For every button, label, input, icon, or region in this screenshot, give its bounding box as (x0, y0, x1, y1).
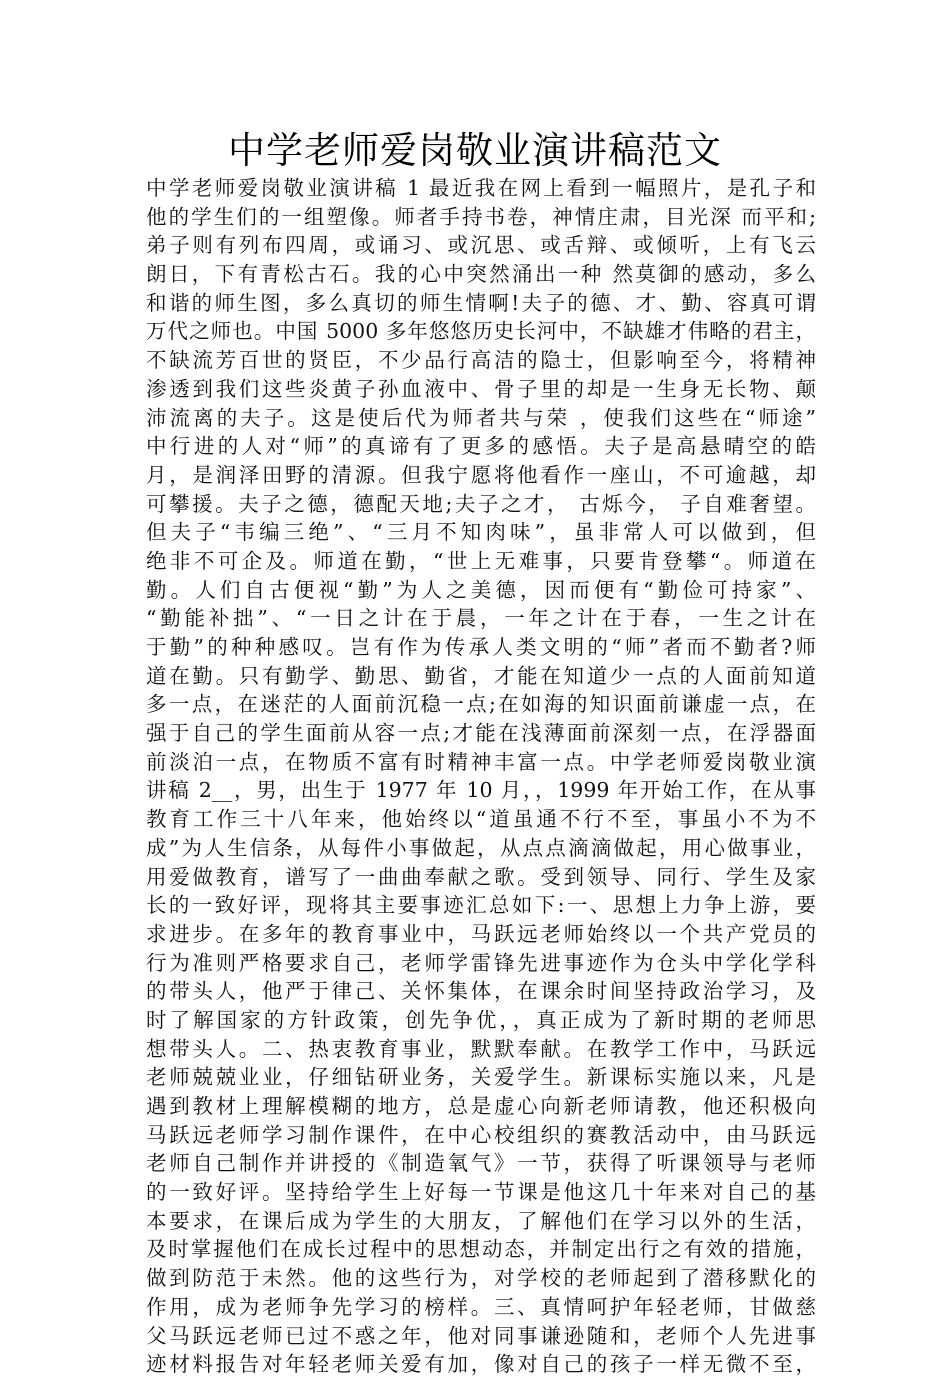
body-line: 教育工作三十八年来，他始终以“道虽通不行不至，事虽小不为不 (146, 807, 816, 832)
body-line: 勤。人们自古便视“勤”为人之美德，因而便有“勤俭可持家”、 (146, 577, 816, 602)
body-line: 绝非不可企及。师道在勤，“世上无难事，只要肯登攀“。师道在 (146, 548, 816, 573)
body-line: 迹材料报告对年轻老师关爱有加，像对自己的孩子一样无微不至， (146, 1352, 816, 1377)
body-line: 渗透到我们这些炎黄子孙血液中、骨子里的却是一生身无长物、颠 (146, 376, 816, 401)
body-line: 做到防范于未然。他的这些行为，对学校的老师起到了潜移默化的 (146, 1266, 816, 1291)
body-line: 的一致好评。坚持给学生上好每一节课是他这几十年来对自己的基 (146, 1180, 816, 1205)
body-line: 行为准则严格要求自己，老师学雷锋先进事迹作为仓头中学化学科 (146, 950, 816, 975)
body-line: 马跃远老师学习制作课件，在中心校组织的赛教活动中，由马跃远 (146, 1122, 816, 1147)
body-line: 前淡泊一点，在物质不富有时精神丰富一点。中学老师爱岗敬业演 (146, 749, 816, 774)
body-line: 和谐的师生图，多么真切的师生情啊!夫子的德、才、勤、容真可谓 (146, 290, 816, 315)
body-line: 朗日，下有青松古石。我的心中突然涌出一种 然莫御的感动，多么 (146, 262, 816, 287)
body-line: 时了解国家的方针政策，创先争优，，真正成为了新时期的老师思 (146, 1007, 816, 1032)
body-line: 沛流离的夫子。这是使后代为师者共与荣 ，使我们这些在“师途” (146, 405, 816, 430)
body-line: 弟子则有列布四周，或诵习、或沉思、或舌辩、或倾听，上有飞云 (146, 233, 816, 258)
body-line: 但夫子“韦编三绝”、“三月不知肉味”，虽非常人可以做到，但 (146, 520, 816, 545)
body-line: 用爱做教育，谱写了一曲曲奉献之歌。受到领导、同行、学生及家 (146, 864, 816, 889)
body-line: “勤能补拙”、“一日之计在于晨，一年之计在于春，一生之计在 (146, 606, 816, 631)
body-line: 想带头人。二、热衷教育事业，默默奉献。在教学工作中，马跃远 (146, 1036, 816, 1061)
body-line: 老师兢兢业业，仔细钻研业务，关爱学生。新课标实施以来，凡是 (146, 1065, 816, 1090)
body-line: 万代之师也。中国 5000 多年悠悠历史长河中，不缺雄才伟略的君主， (146, 319, 816, 344)
body-line: 的带头人，他严于律己、关怀集体，在课余时间坚持政治学习，及 (146, 979, 816, 1004)
body-line: 道在勤。只有勤学、勤思、勤省，才能在知道少一点的人面前知道 (146, 663, 816, 688)
body-line: 本要求，在课后成为学生的大朋友，了解他们在学习以外的生活， (146, 1208, 816, 1233)
body-line: 强于自己的学生面前从容一点;才能在浅薄面前深刻一点，在浮器面 (146, 721, 816, 746)
body-line: 多一点，在迷茫的人面前沉稳一点;在如海的知识面前谦虚一点，在 (146, 692, 816, 717)
document-body (146, 174, 816, 1379)
body-line: 老师自己制作并讲授的《制造氧气》一节，获得了听课领导与老师 (146, 1151, 816, 1176)
body-line: 不缺流芳百世的贤臣，不少品行高洁的隐士，但影响至今，将精神 (146, 348, 816, 373)
body-line: 父马跃远老师已过不惑之年，他对同事谦逊随和，老师个人先进事 (146, 1323, 816, 1348)
body-line: 遇到教材上理解模糊的地方，总是虚心向新老师请教，他还积极向 (146, 1094, 816, 1118)
body-line: 成”为人生信条，从每件小事做起，从点点滴滴做起，用心做事业， (146, 835, 816, 860)
body-line: 于勤”的种种感叹。岂有作为传承人类文明的“师”者而不勤者?师 (146, 635, 816, 659)
body-line: 长的一致好评，现将其主要事迹汇总如下:一、思想上力争上游，要 (146, 893, 816, 918)
body-line: 月，是润泽田野的清源。但我宁愿将他看作一座山，不可逾越，却 (146, 462, 816, 487)
body-line: 他的学生们的一组塑像。师者手持书卷，神情庄肃，目光深 而平和; (146, 204, 816, 229)
body-line: 作用，成为老师争先学习的榜样。三、真情呵护年轻老师，甘做慈 (146, 1294, 816, 1319)
document-title: 中学老师爱岗敬业演讲稿范文 (228, 129, 722, 172)
body-line: 可攀援。夫子之德，德配天地;夫子之才， 古烁今， 子自难奢望。 (146, 491, 816, 516)
body-line: 中学老师爱岗敬业演讲稿 1 最近我在网上看到一幅照片，是孔子和 (146, 176, 816, 200)
body-line: 中行进的人对“师”的真谛有了更多的感悟。夫子是高悬晴空的皓 (146, 434, 816, 459)
body-line: 求进步。在多年的教育事业中，马跃远老师始终以一个共产党员的 (146, 921, 816, 946)
body-line: 及时掌握他们在成长过程中的思想动态，并制定出行之有效的措施， (146, 1237, 816, 1262)
body-line: 讲稿 2__，男，出生于 1977 年 10 月，，1999 年开始工作，在从事 (146, 778, 816, 803)
